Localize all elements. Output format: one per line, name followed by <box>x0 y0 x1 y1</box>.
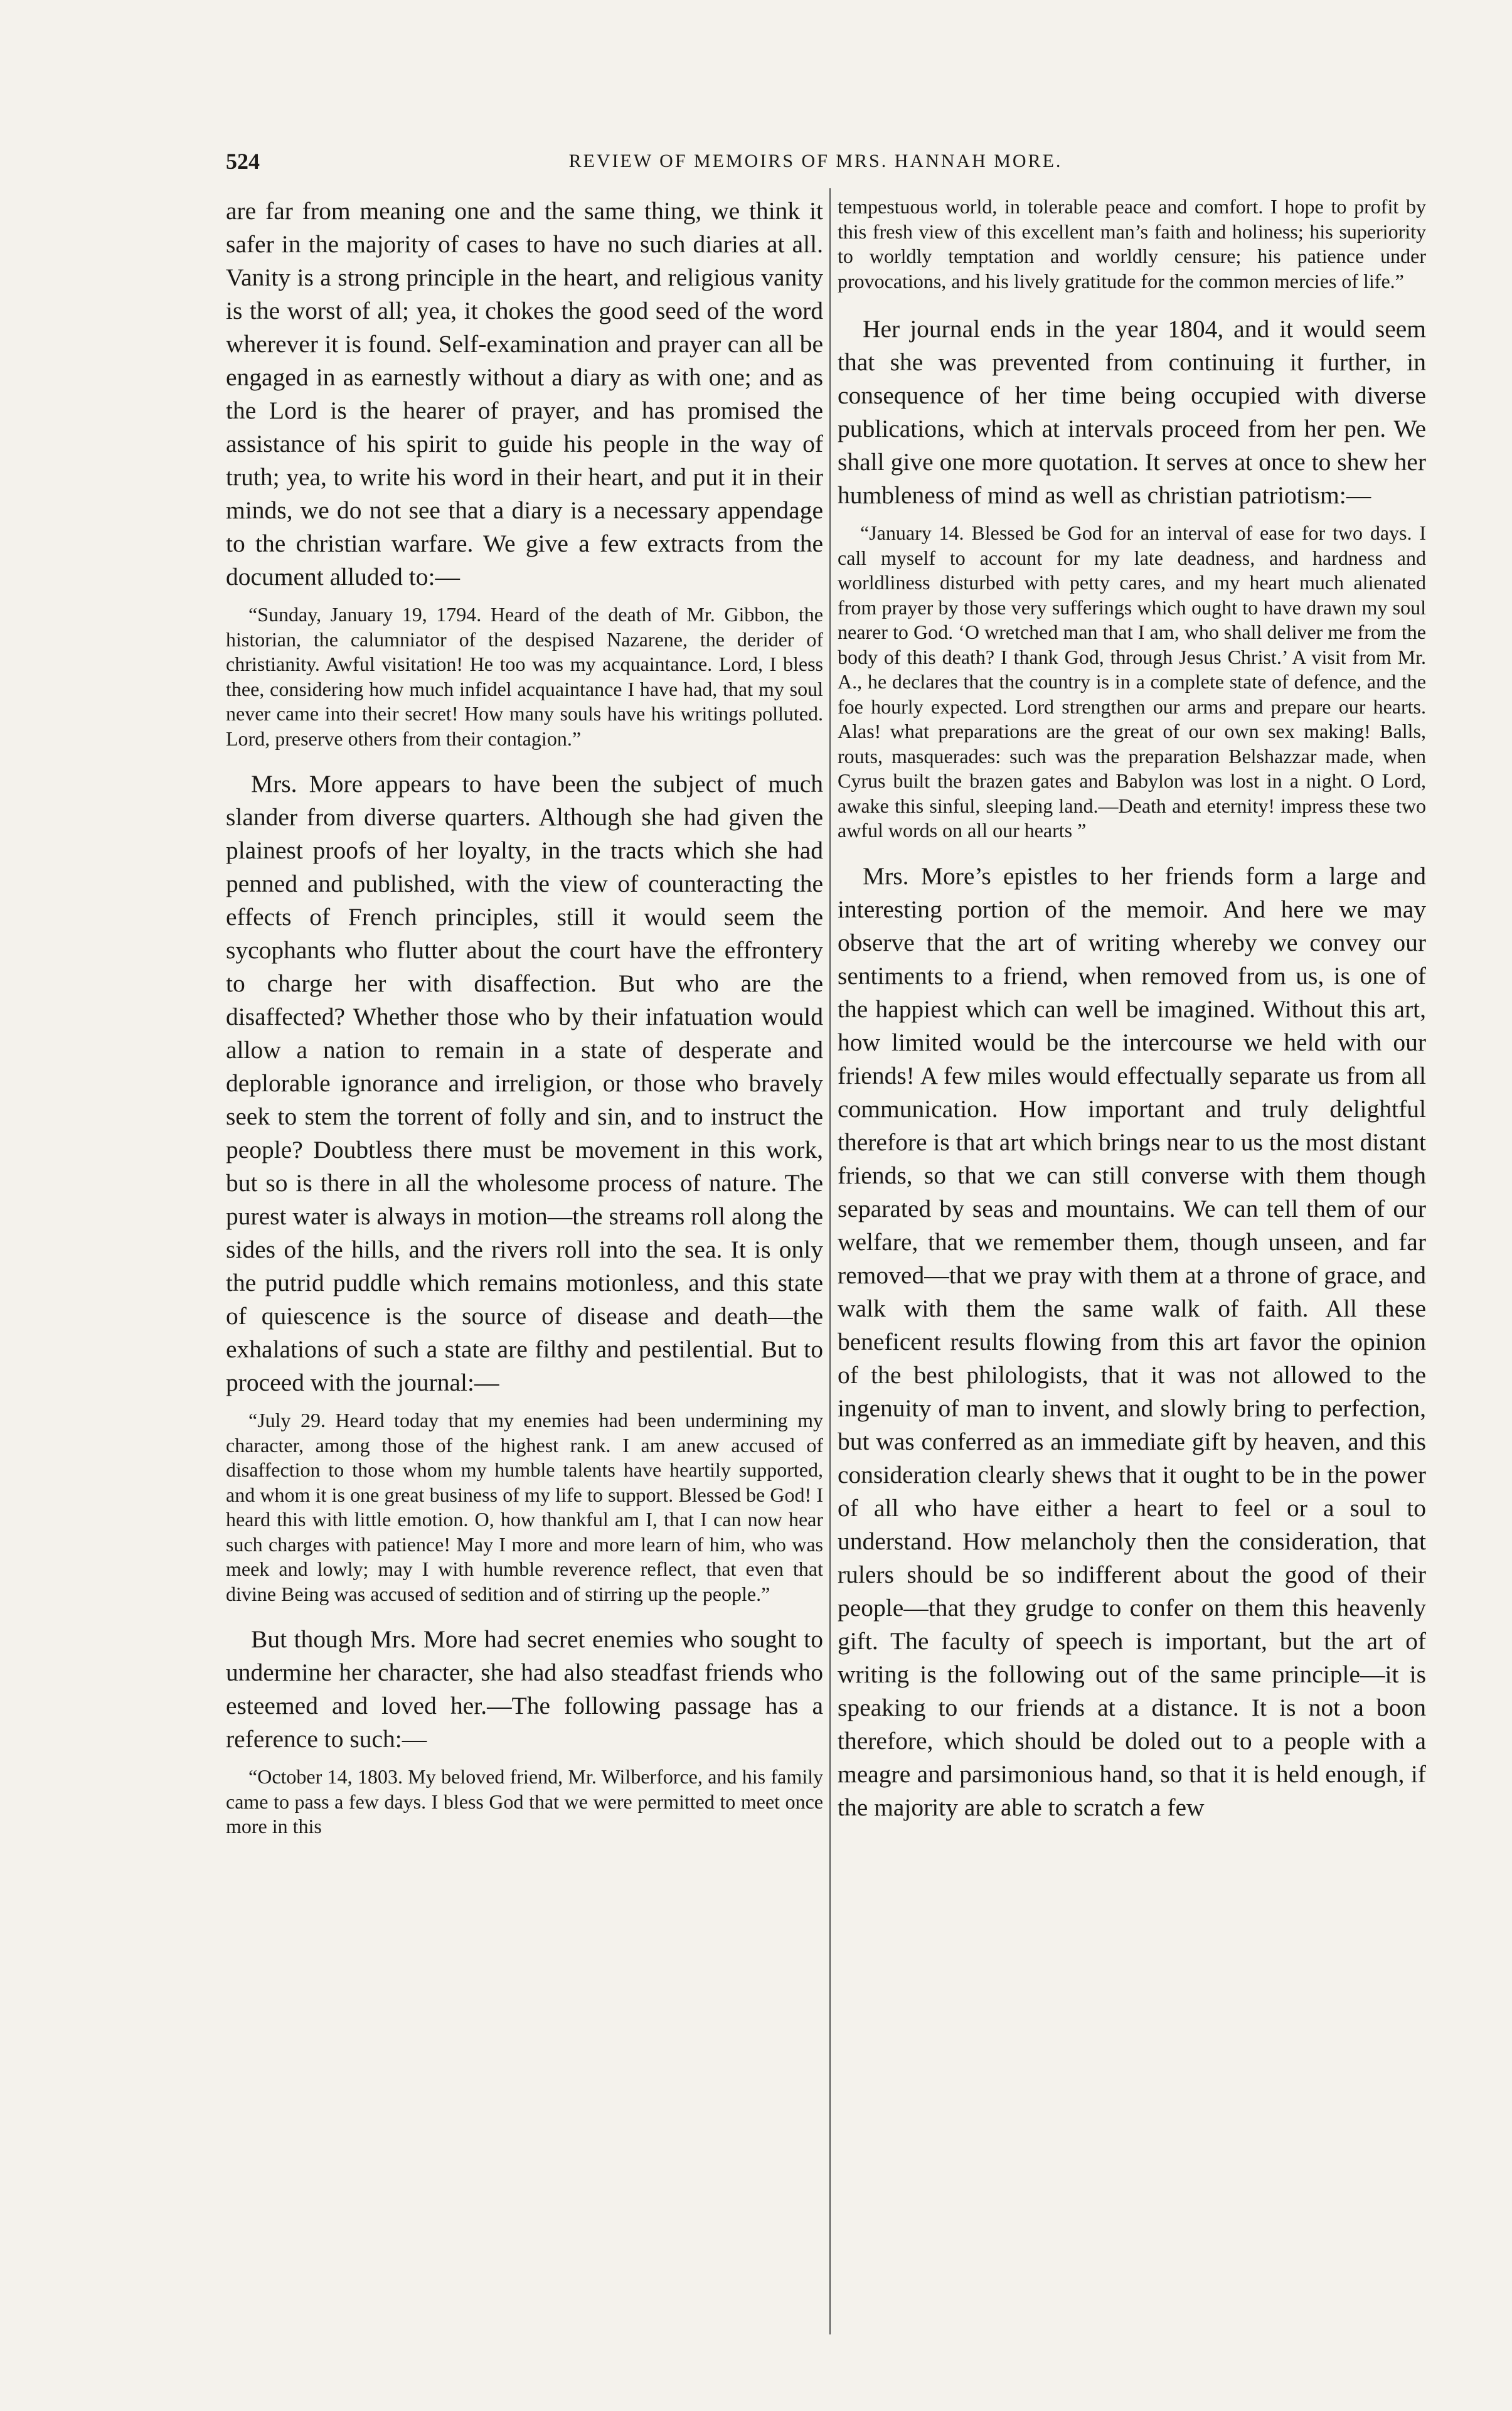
block-quote: “Sunday, January 19, 1794. Heard of the death of Mr. Gibbon, the historian, the calumniator of the despised Nazarene, the derider of christianity. Awful visitation! He too was my acquaintance. Lord, I bless thee, considering how much infidel acquaintance I have had, that my soul never came into their secret! How many souls have his writings polluted. Lord, preserve others from their contagion.” <box>226 603 823 750</box>
paragraph: are far from meaning one and the same thing, we think it safer in the majority of cases to have no such diaries at all. Vanity is a strong principle in the heart, and religious vanity is the worst of all; yea, it chokes the good seed of the word wherever it is found. Self-examination and prayer can all be engaged in as earnestly without a diary as with one; and as the Lord is the hearer of prayer, and has promised the assistance of his spirit to guide his people in the way of truth; yea, to write his word in their heart, and put it in their minds, we do not see that a diary is a necessary appendage to the christian warfare. We give a few extracts from the document alluded to:— <box>226 197 823 591</box>
column-divider <box>829 188 831 2334</box>
running-head: REVIEW OF MEMOIRS OF MRS. HANNAH MORE. <box>568 151 1063 171</box>
block-quote: “January 14. Blessed be God for an interval of ease for two days. I call myself to account for my late deadness, and hardness and worldliness disturbed with petty cares, and my heart much alienated from prayer by those very sufferings which ought to have drawn my soul nearer to God. ‘O wretched man that I am, who shall deliver me from the body of this death? I thank God, through Jesus Christ.’ A visit from Mr. A., he declares that the country is in a complete state of defence, and the foe hourly expected. Lord strengthen our arms and prepare our hearts. Alas! what preparations are the great of our own sex making! Balls, routs, masquerades: such was the preparation Belshazzar made, when Cyrus built the brazen gates and Babylon was lost in a night. O Lord, awake this sinful, sleeping land.—Death and eternity! impress these two awful words on all our hearts ” <box>838 521 1426 842</box>
page-number: 524 <box>226 149 260 174</box>
right-column <box>838 195 1426 2341</box>
paragraph: But though Mrs. More had secret enemies who sought to undermine her character, she had also steadfast friends who esteemed and loved her.—The following passage has a reference to such:— <box>226 1625 823 1753</box>
block-quote: tempestuous world, in tolerable peace and comfort. I hope to profit by this fresh view of this excellent man’s faith and holiness; his superiority to worldly temptation and worldly censure; his patience under provocations, and his lively gratitude for the common mercies of life.” <box>838 195 1426 292</box>
left-column <box>226 195 823 2341</box>
paragraph: Her journal ends in the year 1804, and it would seem that she was prevented from continuing it further, in consequence of her time being occupied with diverse publications, which at intervals proceed from her pen. We shall give one more quotation. It serves at once to shew her humbleness of mind as well as christian patriotism:— <box>838 315 1426 509</box>
page-header <box>226 148 1405 186</box>
paragraph: Mrs. More’s epistles to her friends form a large and interesting portion of the memoir. And here we may observe that the art of writing whereby we convey our sentiments to a friend, when removed from us, is one of the happiest which can well be imagined. Without this art, how limited would be the intercourse we held with our friends! A few miles would effectually separate us from all communication. How important and truly delightful therefore is that art which brings near to us the most distant friends, so that we can still converse with them though separated by seas and mountains. We can tell them of our welfare, that we remember them, though unseen, and far removed—that we pray with them at a throne of grace, and walk with them the same walk of faith. All these beneficent results flowing from this art favor the opinion of the best philologists, that it was not allowed to the ingenuity of man to invent, and slowly bring to perfection, but was conferred as an immediate gift by heaven, and this consideration clearly shews that it ought to be in the power of all who have either a heart to feel or a soul to understand. How melancholy then the consideration, that rulers should be so indifferent about the good of their people—that they grudge to confer on them this heavenly gift. The faculty of speech is important, but the art of writing is the following out of the same principle—it is speaking to our friends at a distance. It is not a boon therefore, which should be doled out to a people with a meagre and parsimonious hand, so that it is held enough, if the majority are able to scratch a few <box>838 862 1426 1821</box>
block-quote: “July 29. Heard today that my enemies had been undermining my character, among those of the highest rank. I am anew accused of disaffection to those whom my humble talents have heartily supported, and whom it is one great business of my life to support. Blessed be God! I heard this with little emotion. O, how thankful am I, that I can now hear such charges with patience! May I more and more learn of him, who was meek and lowly; may I with humble reverence reflect, that even that divine Being was accused of sedition and of stirring up the people.” <box>226 1409 823 1605</box>
paragraph: Mrs. More appears to have been the subject of much slander from diverse quarters. Although she had given the plainest proofs of her loyalty, in the tracts which she had penned and published, with the view of counteracting the effects of French principles, still it would seem the sycophants who flutter about the court have the effrontery to charge her with disaffection. But who are the disaffected? Whether those who by their infatuation would allow a nation to remain in a state of desperate and deplorable ignorance and irreligion, or those who bravely seek to stem the torrent of folly and sin, and to instruct the people? Doubtless there must be movement in this work, but so is there in all the wholesome process of nature. The purest water is always in motion—the streams roll along the sides of the hills, and the rivers roll into the sea. It is only the putrid puddle which remains motionless, and this state of quiescence is the source of disease and death—the exhalations of such a state are filthy and pestilential. But to proceed with the journal:— <box>226 770 823 1396</box>
block-quote: “October 14, 1803. My beloved friend, Mr. Wilberforce, and his family came to pass a few days. I bless God that we were permitted to meet once more in this <box>226 1765 823 1837</box>
